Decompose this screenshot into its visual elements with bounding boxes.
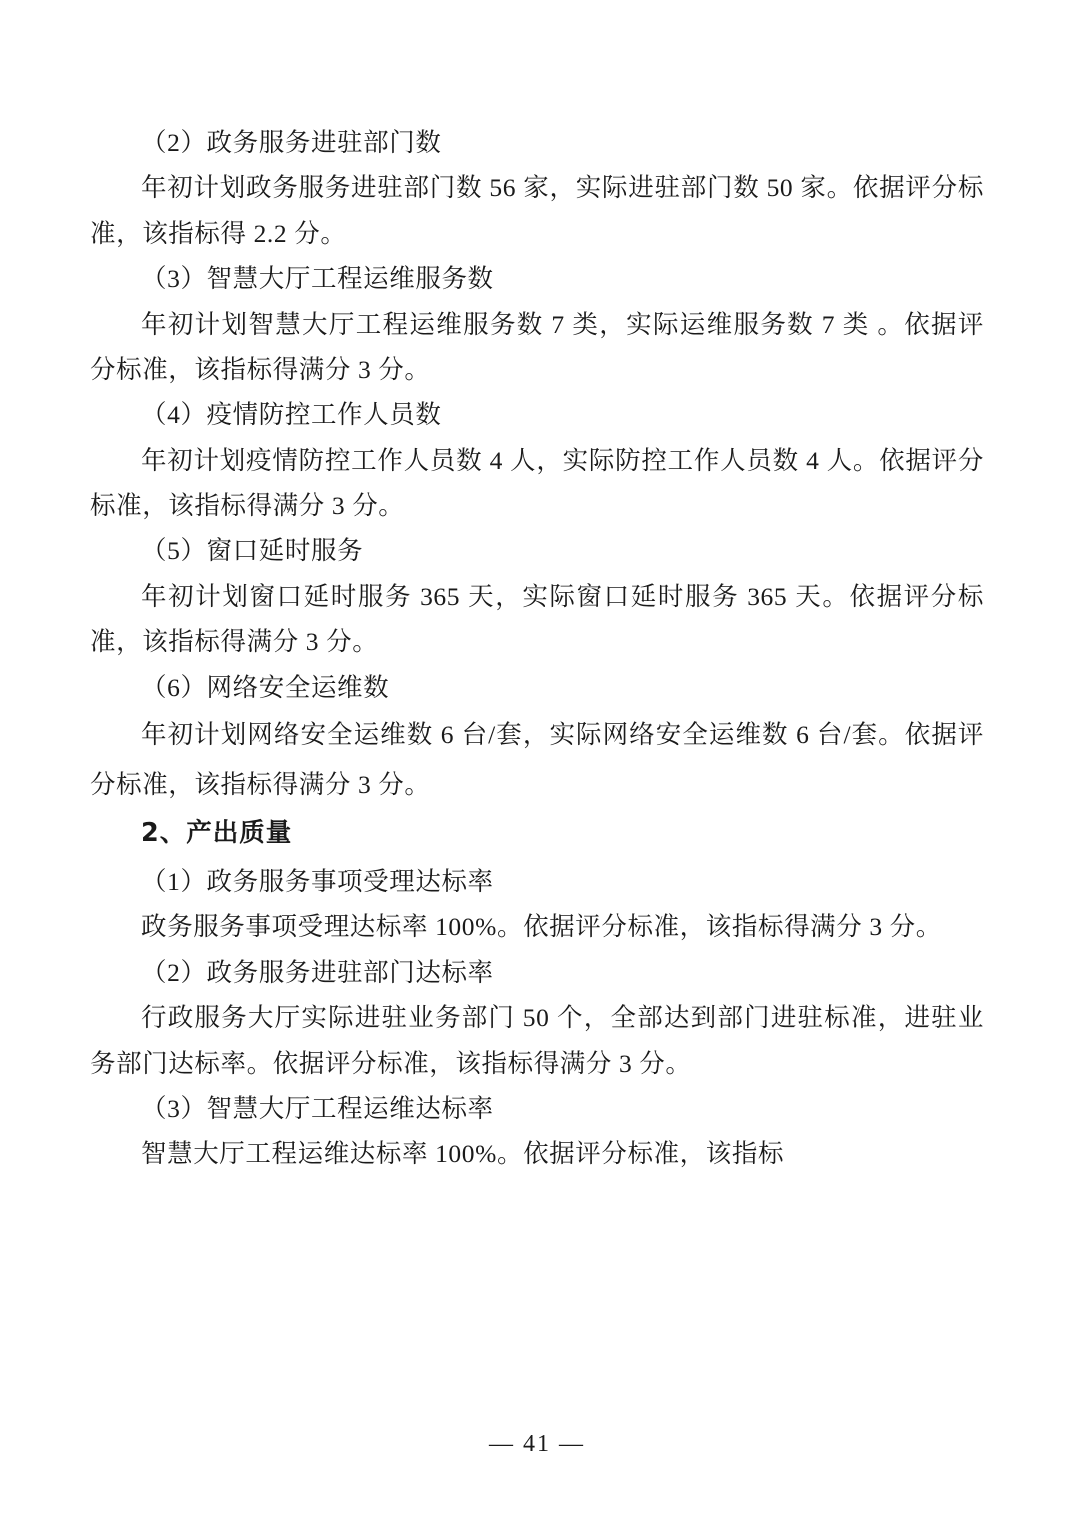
section-heading-quality-2: （2）政务服务进驻部门达标率 bbox=[141, 957, 494, 987]
section-heading-quality-3: （3）智慧大厅工程运维达标率 bbox=[141, 1093, 494, 1123]
paragraph-quality-1: 政务服务事项受理达标率 100%。依据评分标准，该指标得满分 3 分。 bbox=[141, 912, 942, 942]
paragraph-output-qty-5: 年初计划窗口延时服务 365 天，实际窗口延时服务 365 天。依据评分标准，该指标得满分 3 分。 bbox=[90, 581, 984, 657]
section-heading-output-qty-4: （4）疫情防控工作人员数 bbox=[141, 400, 442, 430]
section-heading-output-qty-2: （2）政务服务进驻部门数 bbox=[141, 128, 442, 157]
paragraph-quality-2: 行政服务大厅实际进驻业务部门 50 个，全部达到部门进驻标准，进驻业务部门达标率。依据评分标准，该指标得满分 3 分。 bbox=[90, 1003, 984, 1078]
paragraph-output-qty-6: 年初计划网络安全运维数 6 台/套，实际网络安全运维数 6 台/套。依据评分标准，该指标得满分 3 分。 bbox=[90, 719, 984, 799]
section-heading-output-qty-3: （3）智慧大厅工程运维服务数 bbox=[141, 264, 494, 294]
page-number: — 41 — bbox=[489, 1431, 585, 1457]
section-heading-output-quality: 2、产出质量 bbox=[141, 818, 293, 849]
document-body bbox=[90, 120, 984, 1177]
paragraph-quality-3: 智慧大厅工程运维达标率 100%。依据评分标准，该指标 bbox=[141, 1139, 785, 1169]
paragraph-output-qty-3: 年初计划智慧大厅工程运维服务数 7 类，实际运维服务数 7 类 。依据评分标准，该指标得满分 3 分。 bbox=[90, 309, 984, 384]
section-heading-quality-1: （1）政务服务事项受理达标率 bbox=[141, 867, 494, 897]
paragraph-output-qty-2: 年初计划政务服务进驻部门数 56 家，实际进驻部门数 50 家。依据评分标准，该指标得 2.2 分。 bbox=[90, 173, 984, 248]
section-heading-output-qty-5: （5）窗口延时服务 bbox=[141, 536, 364, 566]
paragraph-output-qty-4: 年初计划疫情防控工作人员数 4 人，实际防控工作人员数 4 人。依据评分标准，该指标得满分 3 分。 bbox=[90, 445, 984, 520]
section-heading-output-qty-6: （6）网络安全运维数 bbox=[141, 672, 390, 702]
